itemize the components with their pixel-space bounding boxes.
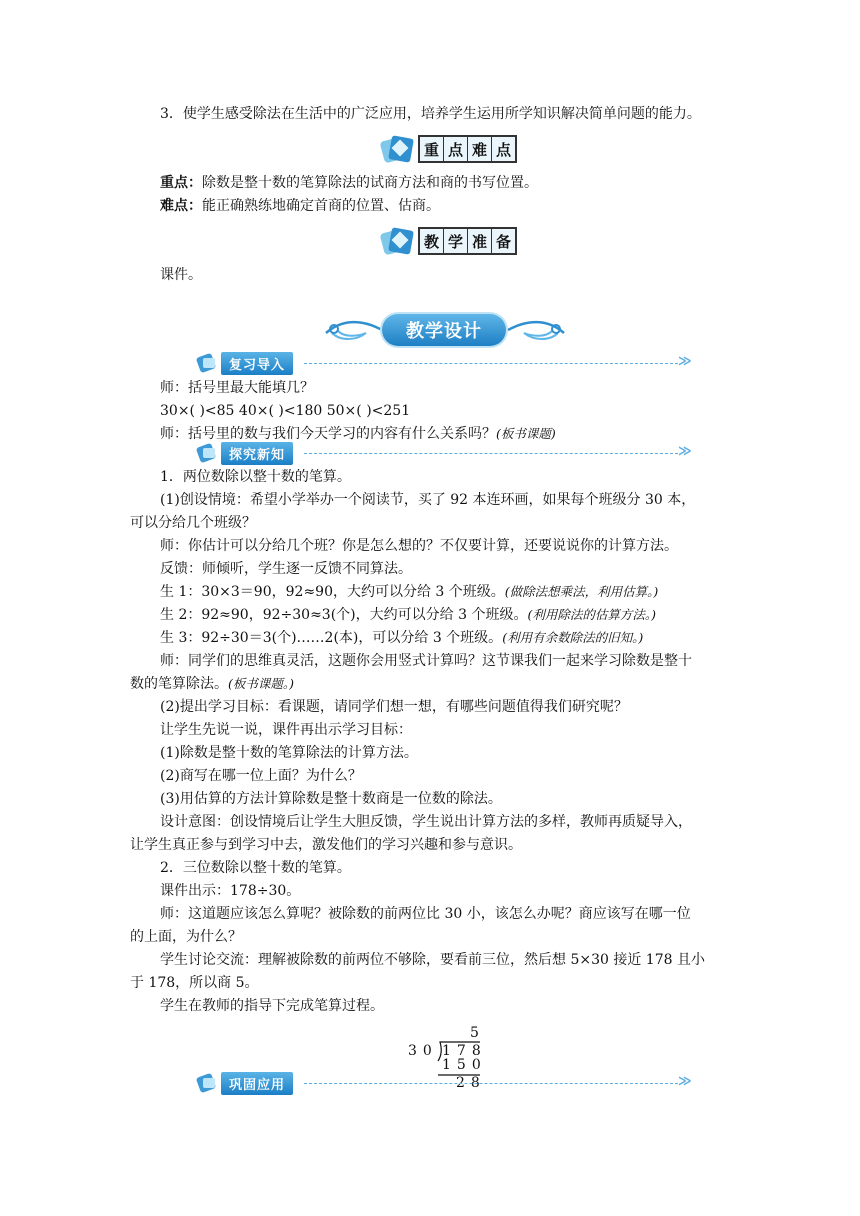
explore-para: 1．两位数除以整十数的笔算。 <box>160 469 351 485</box>
header-char: 备 <box>492 229 515 253</box>
review-note: (板书课题) <box>496 426 556 441</box>
diff-label: 难点： <box>160 198 202 214</box>
division-product: 150 <box>442 1057 487 1073</box>
explore-para: 学生在教师的指导下完成笔算过程。 <box>160 998 384 1014</box>
explore-para <box>160 628 643 648</box>
division-dividend: 178 <box>442 1043 487 1059</box>
explore-para: (1)除数是整十数的笔算除法的计算方法。 <box>160 745 418 761</box>
explore-tag <box>197 442 293 464</box>
explore-para: (1)创设情境：希望小学举办一个阅读节，买了 92 本连环画，如果每个班级分 30 本， <box>160 492 696 508</box>
diff-text: 能正确熟练地确定首商的位置、估商。 <box>202 198 440 214</box>
explore-para: 可以分给几个班级？ <box>130 515 256 531</box>
explore-para: 师：这道题应该怎么算呢？被除数的前两位比 30 小，该怎么办呢？商应该写在哪一位 <box>160 906 691 922</box>
prep-text: 课件。 <box>160 267 202 283</box>
review-icon <box>197 353 219 373</box>
explore-para: 让学生真正参与到学习中去，激发他们的学习兴趣和参与意识。 <box>130 837 522 853</box>
header-char: 学 <box>444 229 468 253</box>
header-char: 难 <box>468 137 492 161</box>
student-note: (做除法想乘法，利用估算。) <box>504 584 659 599</box>
explore-note: (板书课题。) <box>228 676 295 691</box>
section-divider <box>304 1083 678 1084</box>
difficult-point <box>160 196 440 216</box>
explore-para: 设计意图：创设情境后让学生大胆反馈，学生说出计算方法的多样，教师再质疑导入， <box>160 814 692 830</box>
review-link-text: 师：括号里的数与我们今天学习的内容有什么关系吗？ <box>160 426 496 442</box>
explore-para: (2)提出学习目标：看课题，请同学们想一想，有哪些问题值得我们研究呢？ <box>160 699 628 715</box>
apply-tag-label: 巩固应用 <box>221 1072 293 1095</box>
key-point <box>160 173 538 193</box>
division-quotient: 5 <box>470 1025 485 1041</box>
explore-para: (2)商写在哪一位上面？为什么？ <box>160 768 362 784</box>
explore-para <box>130 674 294 694</box>
apply-icon <box>197 1073 219 1093</box>
key-label: 重点： <box>160 175 202 191</box>
long-division <box>398 1025 498 1091</box>
explore-tag-label: 探究新知 <box>221 442 293 465</box>
section-divider <box>304 363 678 364</box>
explore-para: (3)用估算的方法计算除数是整十数商是一位数的除法。 <box>160 791 502 807</box>
apply-tag <box>197 1072 293 1094</box>
review-tag <box>197 352 293 374</box>
explore-para: 学生讨论交流：理解被除数的前两位不够除，要看前三位，然后想 5×30 接近 178 且小 <box>160 952 705 968</box>
header-char: 点 <box>492 137 515 161</box>
review-tag-label: 复习导入 <box>221 352 293 375</box>
review-question: 师：括号里最大能填几？ <box>160 380 314 396</box>
explore-para: 2．三位数除以整十数的笔算。 <box>160 860 351 876</box>
explore-icon <box>197 443 219 463</box>
teaching-design-banner <box>322 311 568 349</box>
key-text: 除数是整十数的笔算除法的试商方法和商的书写位置。 <box>202 175 538 191</box>
keypoints-header <box>380 134 517 164</box>
division-bracket <box>398 1025 498 1080</box>
explore-para <box>160 605 656 625</box>
student-answer: 生 2：92≈90，92÷30≈3(个)，大约可以分给 3 个班级。 <box>160 607 528 623</box>
student-answer: 生 3：92÷30＝3(个)……2(本)，可以分给 3 个班级。 <box>160 630 503 646</box>
double-chevron-icon: ≫ <box>678 444 692 459</box>
explore-para: 师：同学们的思维真灵活，这题你会用竖式计算吗？这节课我们一起来学习除数是整十 <box>160 653 692 669</box>
explore-para: 师：你估计可以分给几个班？你是怎么想的？不仅要计算，还要说说你的计算方法。 <box>160 538 678 554</box>
double-chevron-icon: ≫ <box>678 1074 692 1089</box>
header-char: 准 <box>468 229 492 253</box>
review-link <box>160 424 556 444</box>
header-char: 重 <box>420 137 444 161</box>
section-divider <box>304 453 678 454</box>
explore-para <box>160 582 658 602</box>
double-chevron-icon: ≫ <box>678 354 692 369</box>
goal-3-text: 3．使学生感受除法在生活中的广泛应用，培养学生运用所学知识解决简单问题的能力。 <box>160 106 701 122</box>
explore-text: 数的笔算除法。 <box>130 676 228 692</box>
header-char: 教 <box>420 229 444 253</box>
explore-para: 的上面，为什么？ <box>130 929 242 945</box>
header-char: 点 <box>444 137 468 161</box>
division-divisor: 30 <box>408 1043 438 1059</box>
banner-title: 教学设计 <box>382 314 506 346</box>
explore-para: 课件出示：178÷30。 <box>160 883 301 899</box>
review-inequalities: 30×( )<85 40×( )<180 50×( )<251 <box>160 403 411 419</box>
book-stack-icon <box>380 135 416 163</box>
book-stack-icon <box>380 227 416 255</box>
explore-para: 于 178，所以商 5。 <box>130 975 259 991</box>
student-note: (利用有余数除法的旧知。) <box>502 630 644 645</box>
prep-header <box>380 226 517 256</box>
student-answer: 生 1：30×3＝90，92≈90，大约可以分给 3 个班级。 <box>160 584 505 600</box>
explore-para: 让学生先说一说，课件再出示学习目标： <box>160 722 412 738</box>
student-note: (利用除法的估算方法。) <box>527 607 656 622</box>
explore-para: 反馈：师倾听，学生逐一反馈不同算法。 <box>160 561 412 577</box>
division-remainder: 28 <box>456 1075 486 1091</box>
